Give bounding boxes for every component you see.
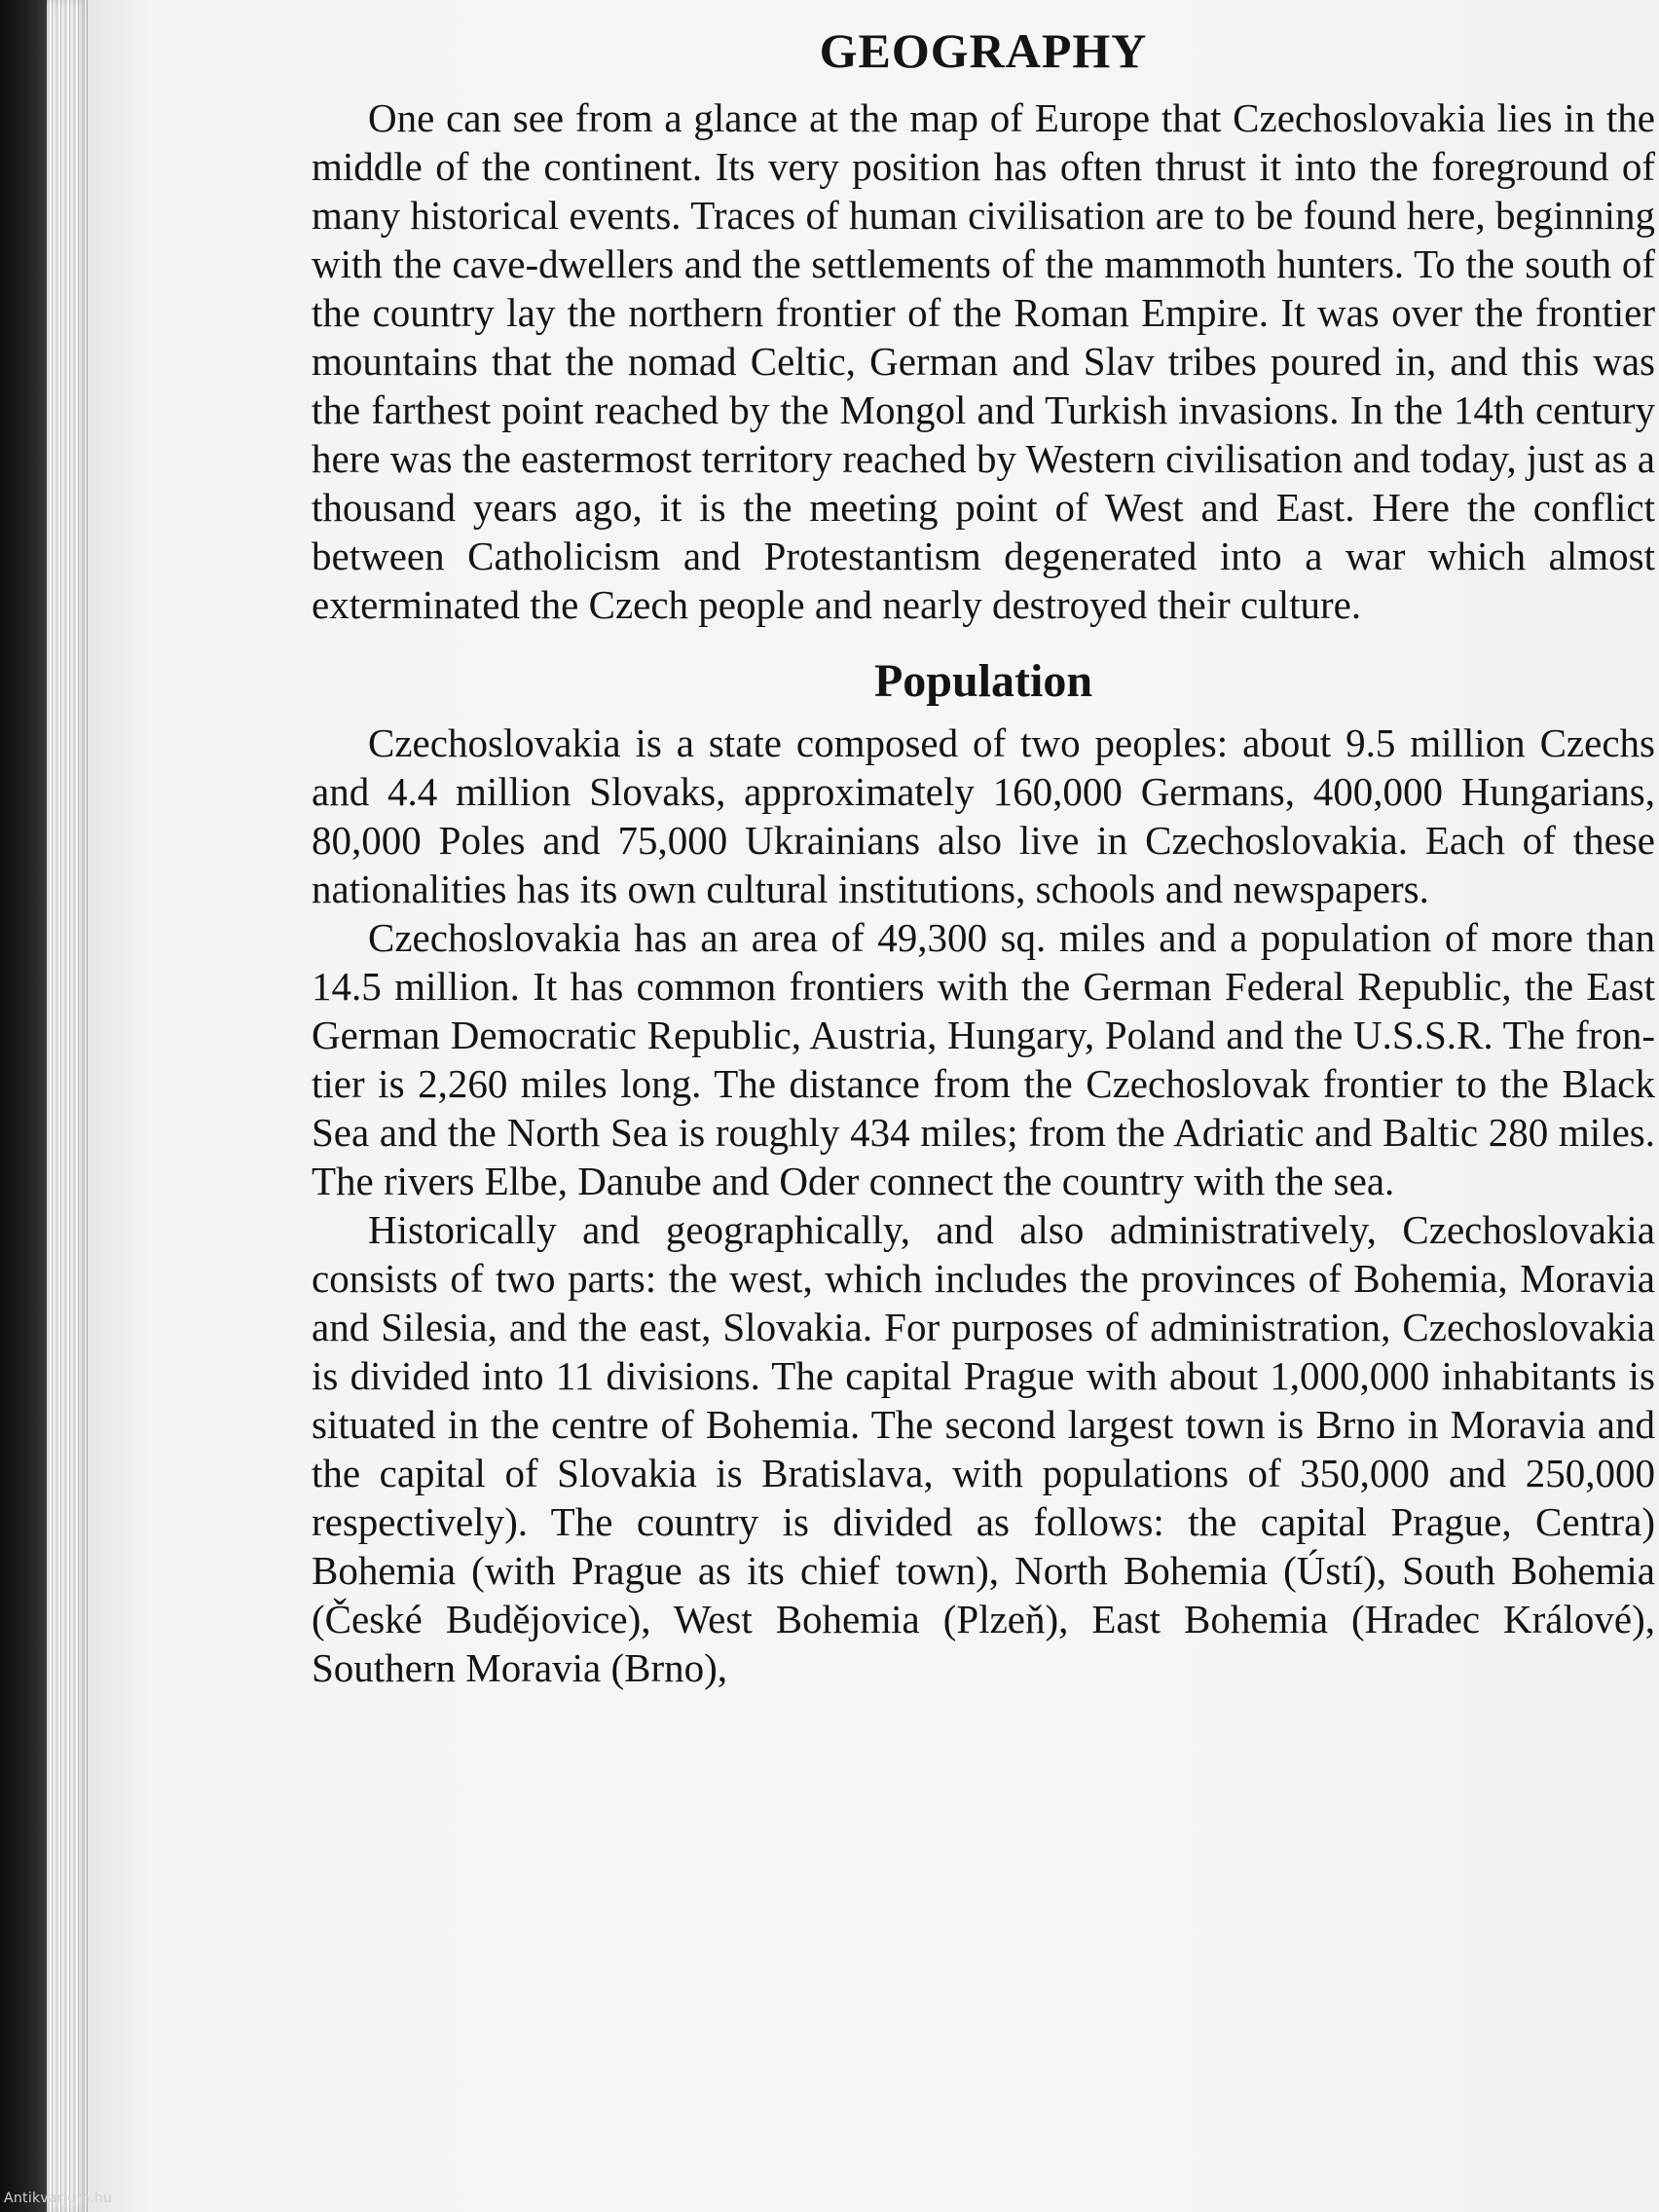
section-title: GEOGRAPHY (819, 23, 1148, 78)
population-paragraph-3: Historically and geographically, and also administratively, Czechoslovakia consists of two parts: the west, which includes the provinces of Bohemia, Moravia and Silesia, and the east, Slovakia. For purposes of administration, Czechoslovakia is divided into 11 divisions. The capital Prague with about 1,000,000 inhabitants is situated in the centre of Bohemia. The second largest town is Brno in Moravia and the capital of Slovakia is Bratislava, with populations of 350,000 and 250,000 respectively). The country is divided as follows: the capital Prague, Centra) Bohemia (with Prague as its chief town), North Bohemia (Ústí), South Bohemia (České Budějovice), West Bohemia (Plzeň), East Bohemia (Hradec Králové), Southern Moravia (Brno), (312, 1207, 1655, 1690)
subsection-title: Population (873, 655, 1093, 707)
population-paragraph-2: Czechoslovakia has an area of 49,300 sq. miles and a population of more than 14.5 million. It has common frontiers with the German Federal Republic, the East German Democratic Republic, Austria, Hungary, Poland and the U.S.S.R. The frontier is 2,260 miles long. The distance from the Czechoslovak frontier to the Black Sea and the North Sea is roughly 434 miles; from the Adriatic and Baltic 280 miles. The rivers Elbe, Danube and Oder connect the country with the sea. (312, 915, 1655, 1203)
page-content (312, 18, 1655, 1692)
population-paragraph-1: Czechoslovakia is a state composed of two peoples: about 9.5 million Czechs and 4.4 million Slovaks, approximately 160,000 Germans, 400,000 Hungarians, 80,000 Poles and 75,000 Ukrainians also live in Czechoslovakia. Each of these nationalities has its own cultural institutions, schools and newspapers. (312, 720, 1655, 911)
watermark-text: Antikvarium.hu (4, 2191, 113, 2206)
intro-paragraph: One can see from a glance at the map of Europe that Czechoslovakia lies in the middle of the continent. Its very position has often thrust it into the foreground of many historical events. Traces of human civilisation are to be found here, beginning with the cave-dwellers and the settlements of the mammoth hunters. To the south of the country lay the northern frontier of the Roman Empire. It was over the frontier mountains that the nomad Celtic, German and Slav tribes poured in, and this was the farthest point reached by the Mongol and Turkish invasions. In the 14th century here was the eastermost territory reached by Western civilisation and today, just as a thousand years ago, it is the meeting point of West and East. Here the conflict between Catholicism and Protestantism degenerated into a war which almost exterminated the Czech people and nearly destroyed their culture. (312, 95, 1655, 627)
page-edges (47, 0, 88, 2212)
book-page (88, 0, 1659, 2212)
book-binding (0, 0, 47, 2212)
